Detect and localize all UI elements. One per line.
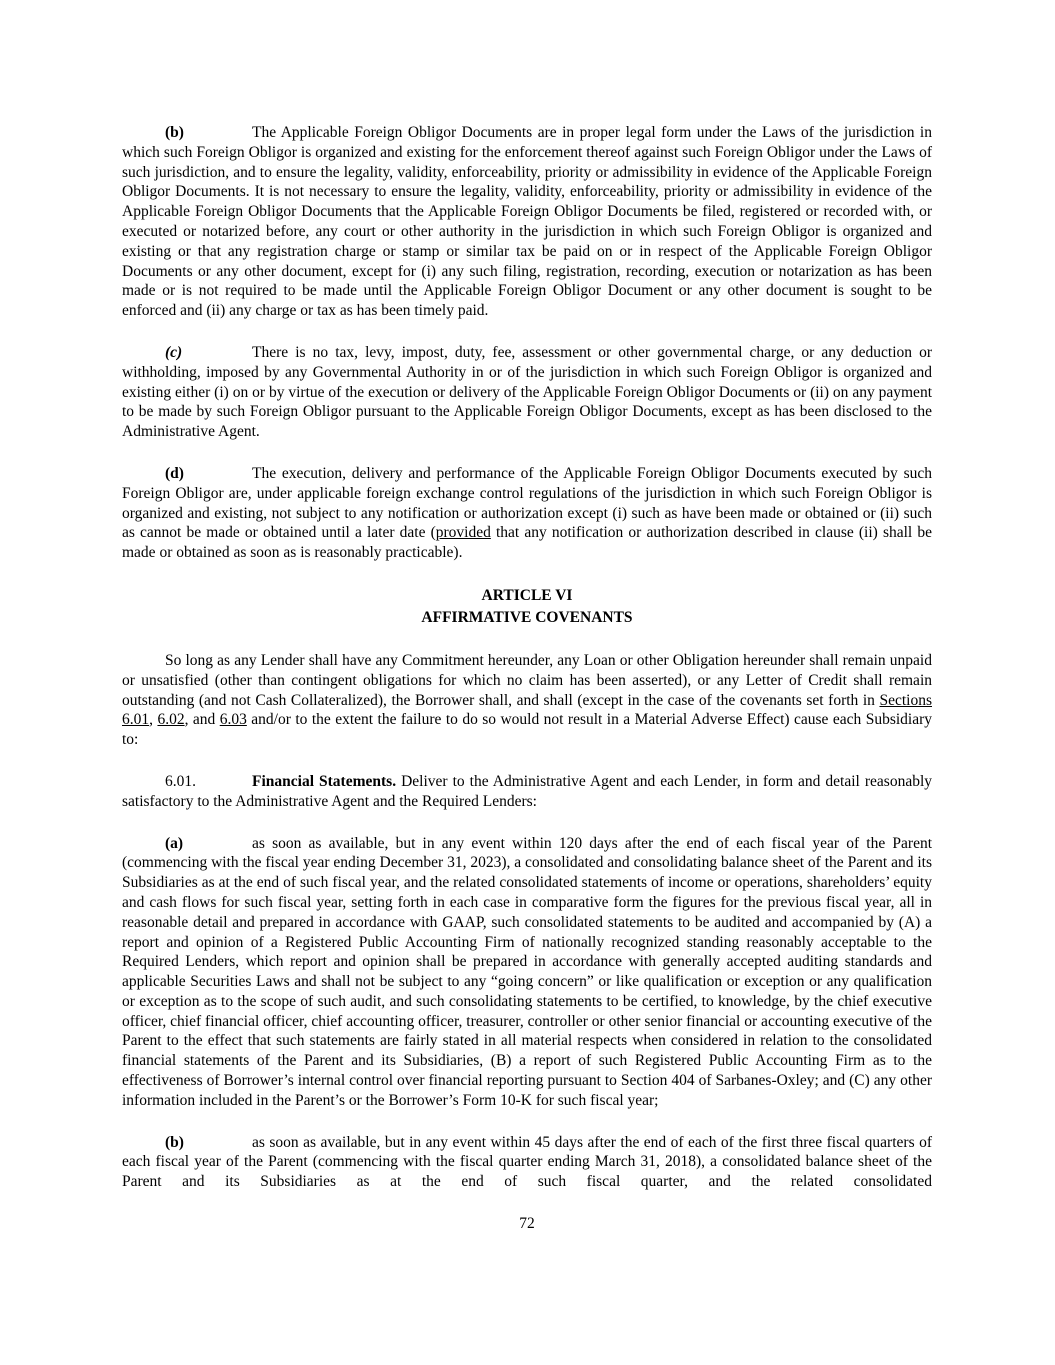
article-heading — [122, 585, 932, 629]
section-ref-6-01: Sections 6.01 — [122, 691, 932, 729]
paragraph-b — [122, 123, 932, 321]
subsection-a-paragraph — [122, 834, 932, 1111]
intro-text: So long as any Lender shall have any Commitment hereunder, any Loan or other Obligation hereunder shall remain unpaid or unsatisfied (other than contingent obligations for which no claim has been asserted), or any Letter of Credit shall remain outstanding (and not Cash Collateralized), the Borrower shall, and shall (except in the case of the covenants set forth in — [122, 651, 932, 709]
paragraph-marker: (c) — [165, 343, 183, 361]
section-6-01-text: Deliver to the Administrative Agent and each Lender, in form and detail reasonably satisfactory to the Administrative Agent and the Required Lenders: — [122, 772, 933, 810]
section-6-01-paragraph — [122, 772, 932, 812]
paragraph-marker: (b) — [165, 1133, 184, 1151]
paragraph-marker: (b) — [165, 124, 184, 141]
paragraph-marker: (d) — [165, 464, 184, 482]
section-number: 6.01. — [165, 772, 196, 790]
paragraph-d-text-post: that any notification or authorization described in clause (ii) shall be made or obtained as soon as is reasonably practicable). — [122, 524, 932, 562]
page-number: 72 — [519, 1215, 535, 1233]
paragraph-marker: (a) — [165, 834, 184, 852]
subsection-a-text: as soon as available, but in any event within 120 days after the end of each fiscal year of the Parent (commencing with the fiscal year ending December 31, 2023), a consolidated and consolidating balance sheet of the Parent and its Subsidiaries as at the end of such fiscal year, and the related consolidated statements of income or operations, shareholders’ equity and cash flows for such fiscal year, setting forth in each case in comparative form the figures for the previous fiscal year, all in reasonable detail and prepared in accordance with GAAP, such consolidated statements to be audited and accompanied by (A) a report and opinion of a Registered Public Accounting Firm of nationally recognized standing reasonably acceptable to the Required Lenders, which report and opinion shall be prepared in accordance with generally accepted auditing standards and applicable Securities Laws and shall not be subject to any “going concern” or like qualification or exception or any qualification or exception as to the scope of such audit, and such consolidating statements to be certified, to knowledge, by the chief executive officer, chief financial officer, chief accounting officer, treasurer, controller or other senior financial or accounting executive of the Parent to the effect that such statements are fairly stated in all material respects when considered in relation to the consolidated financial statements of the Parent and its Subsidiaries, (B) a report of such Registered Public Accounting Firm as to the effectiveness of Borrower’s internal control over financial reporting pursuant to Section 404 of Sarbanes-Oxley; and (C) any other information included in the Parent’s or the Borrower’s Form 10-K for such fiscal year; — [122, 834, 932, 1109]
paragraph-c — [122, 343, 932, 442]
paragraph-d-text-pre: The execution, delivery and performance of the Applicable Foreign Obligor Documents executed by such Foreign Obligor are, under applicable foreign exchange control regulations of the jurisdiction in which such Foreign Obligor is organized and existing, not subject to any notification or authorization except (i) such as have been made or obtained or (ii) such as cannot be made or obtained until a later date ( — [122, 464, 932, 542]
section-title: Financial Statements. — [252, 772, 397, 790]
section-ref-6-02: 6.02 — [157, 711, 185, 729]
subsection-b-text: as soon as available, but in any event within 45 days after the end of each of the first three fiscal quarters of each fiscal year of the Parent (commencing with the fiscal quarter ending March 31, 2018), a consolidated balance sheet of the Parent and its Subsidiaries as at the end of such fiscal quarter, and the related consolidated — [122, 1133, 932, 1191]
paragraph-b-text: The Applicable Foreign Obligor Documents are in proper legal form under the Laws of the jurisdiction in which such Foreign Obligor is organized and existing for the enforcement thereof against such Foreign Obligor under the Laws of such jurisdiction, and to ensure the legality, validity, enforceability, priority or admissibility in evidence of the Applicable Foreign Obligor Documents. It is not necessary to ensure the legality, validity, enforceability, priority or admissibility in evidence of the Applicable Foreign Obligor Documents that the Applicable Foreign Obligor Documents be filed, registered or recorded with, or executed or notarized before, any court or other authority in the jurisdiction in which such Foreign Obligor is organized and existing or that any registration charge or stamp or similar tax be paid on or in respect of the Applicable Foreign Obligor Documents or any other document, except for (i) any such filing, registration, recording, execution or notarization as has been made or is not required to be made until the Applicable Foreign Obligor Document or any other document is sought to be enforced and (ii) any charge or tax as has been timely paid. — [122, 124, 932, 320]
section-ref-6-03: 6.03 — [219, 711, 247, 729]
subsection-b-paragraph — [122, 1133, 932, 1192]
article-title: AFFIRMATIVE COVENANTS — [421, 608, 633, 626]
article-number: ARTICLE VI — [481, 586, 573, 604]
paragraph-c-text: There is no tax, levy, impost, duty, fee, assessment or other governmental charge, or any deduction or withholding, imposed by any Governmental Authority in or of the jurisdiction in which such Foreign Obligor is organized and existing either (i) on or by virtue of the execution or delivery of the Applicable Foreign Obligor Documents or (ii) on any payment to be made by such Foreign Obligor pursuant to the Applicable Foreign Obligor Documents, except as has been disclosed to the Administrative Agent. — [122, 343, 932, 441]
paragraph-d — [122, 464, 932, 563]
provided-term: provided — [435, 524, 491, 542]
covenants-intro-paragraph: So long as any Lender shall have any Commitment hereunder, any Loan or other Obligation hereunder shall remain unpaid or unsatisfied (other than contingent obligations for which no claim has been asserted), or any Letter of Credit shall remain outstanding (and not Cash Collateralized), the Borrower shall, and shall (except in the case of the covenants set forth in Sections 6.01, 6.02, and 6.03 and/or to the extent the failure to do so would not result in a Material Adverse Effect) cause each Subsidiary to: — [122, 651, 933, 749]
